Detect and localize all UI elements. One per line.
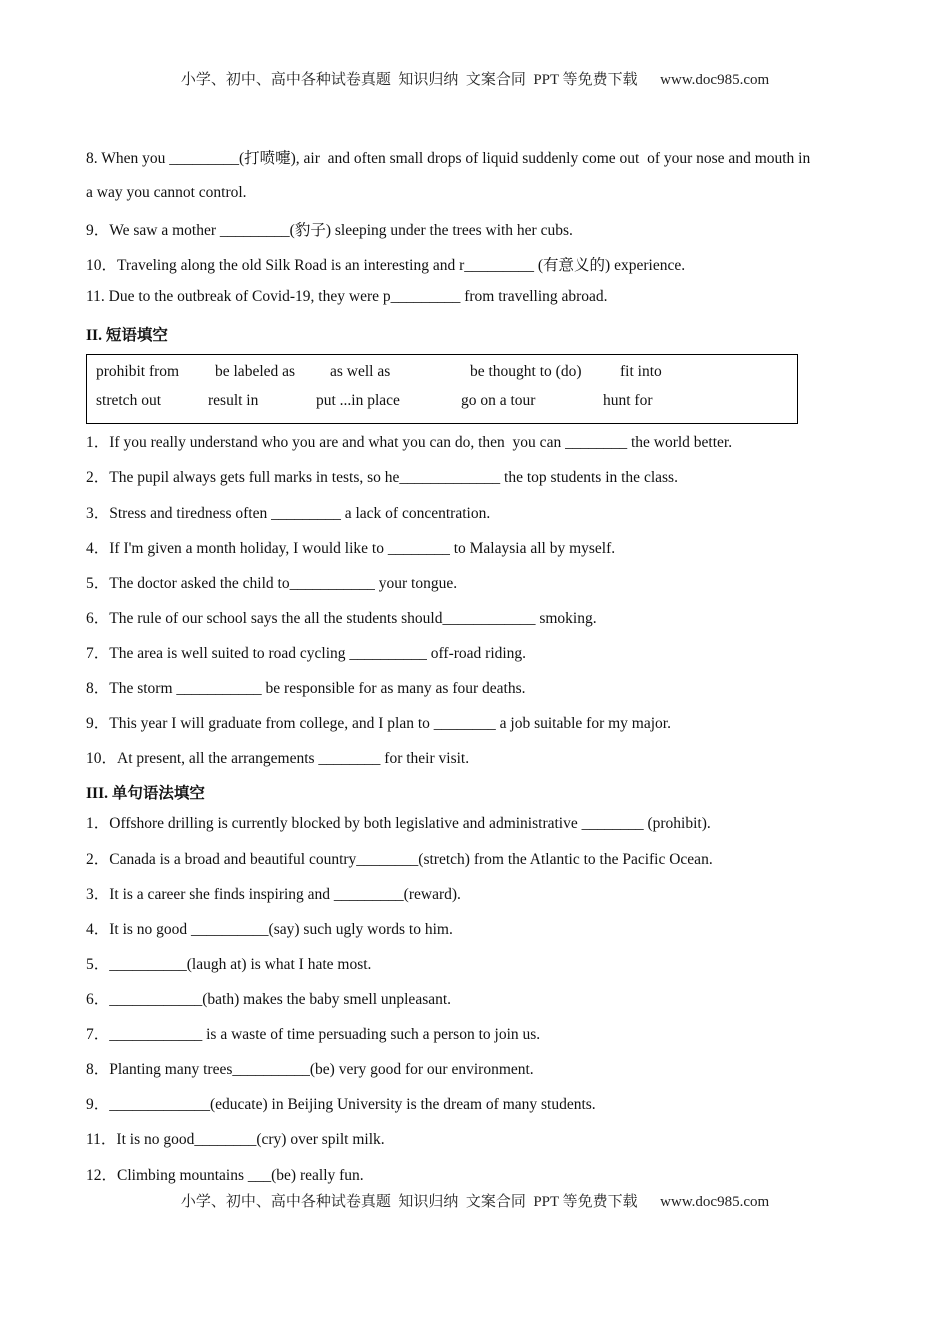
- s2-item-1: 1．If you really understand who you are and what you can do, then you can ________ the world better.: [86, 434, 733, 451]
- s3-item-5: 5．__________(laugh at) is what I hate most.: [86, 956, 372, 973]
- s2-item-3: 3．Stress and tiredness often _________ a lack of concentration.: [86, 505, 491, 522]
- phrase-item: fit into: [620, 363, 662, 380]
- phrase-item: hunt for: [603, 392, 653, 409]
- s2-item-5: 5．The doctor asked the child to___________ your tongue.: [86, 575, 458, 592]
- page-header: 小学、初中、高中各种试卷真题 知识归纳 文案合同 PPT 等免费下载 www.doc985.com: [180, 72, 770, 88]
- phrase-item: result in: [208, 392, 259, 409]
- phrase-item: be labeled as: [215, 363, 296, 380]
- s3-item-6: 6．____________(bath) makes the baby smell unpleasant.: [86, 991, 452, 1008]
- s1-line-4: 10．Traveling along the old Silk Road is an interesting and r_________ (有意义的) experience.: [86, 257, 686, 274]
- s3-item-8: 8．Planting many trees__________(be) very good for our environment.: [86, 1061, 534, 1078]
- s3-item-9: 9．_____________(educate) in Beijing University is the dream of many students.: [86, 1096, 596, 1113]
- s3-item-3: 3．It is a career she finds inspiring and _________(reward).: [86, 886, 461, 903]
- phrase-item: put ...in place: [316, 392, 400, 409]
- phrase-item: be thought to (do): [470, 363, 582, 380]
- s1-line-1: 8. When you _________(打喷嚏), air and often small drops of liquid suddenly come out of your nose and mouth in: [86, 150, 811, 167]
- section3-title: III. 单句语法填空: [86, 785, 205, 802]
- s3-item-11: 11．It is no good________(cry) over spilt milk.: [86, 1131, 385, 1148]
- s2-item-4: 4．If I'm given a month holiday, I would like to ________ to Malaysia all by myself.: [86, 540, 616, 557]
- s2-item-6: 6．The rule of our school says the all the students should____________ smoking.: [86, 610, 597, 627]
- page-footer: 小学、初中、高中各种试卷真题 知识归纳 文案合同 PPT 等免费下载 www.doc985.com: [180, 1194, 770, 1210]
- phrase-item: as well as: [330, 363, 391, 380]
- s3-item-2: 2．Canada is a broad and beautiful country________(stretch) from the Atlantic to the Pacific Ocean.: [86, 851, 713, 868]
- phrase-item: prohibit from: [96, 363, 180, 380]
- s1-line-3: 9．We saw a mother _________(豹子) sleeping under the trees with her cubs.: [86, 222, 573, 239]
- s3-item-7: 7．____________ is a waste of time persuading such a person to join us.: [86, 1026, 541, 1043]
- s1-line-5: 11. Due to the outbreak of Covid-19, they were p_________ from travelling abroad.: [86, 288, 608, 305]
- s2-item-2: 2．The pupil always gets full marks in tests, so he_____________ the top students in the class.: [86, 469, 678, 486]
- s3-item-1: 1．Offshore drilling is currently blocked by both legislative and administrative ________ (prohibit).: [86, 815, 711, 832]
- s2-item-10: 10．At present, all the arrangements ________ for their visit.: [86, 750, 470, 767]
- s1-line-2: a way you cannot control.: [86, 184, 247, 201]
- phrase-box: [86, 354, 798, 424]
- s2-item-8: 8．The storm ___________ be responsible for as many as four deaths.: [86, 680, 526, 697]
- phrase-item: go on a tour: [461, 392, 536, 409]
- s2-item-7: 7．The area is well suited to road cycling __________ off-road riding.: [86, 645, 527, 662]
- s2-item-9: 9．This year I will graduate from college, and I plan to ________ a job suitable for my major.: [86, 715, 671, 732]
- section2-title: II. 短语填空: [86, 327, 168, 344]
- s3-item-4: 4．It is no good __________(say) such ugly words to him.: [86, 921, 453, 938]
- phrase-item: stretch out: [96, 392, 161, 409]
- s3-item-12: 12．Climbing mountains ___(be) really fun.: [86, 1167, 364, 1184]
